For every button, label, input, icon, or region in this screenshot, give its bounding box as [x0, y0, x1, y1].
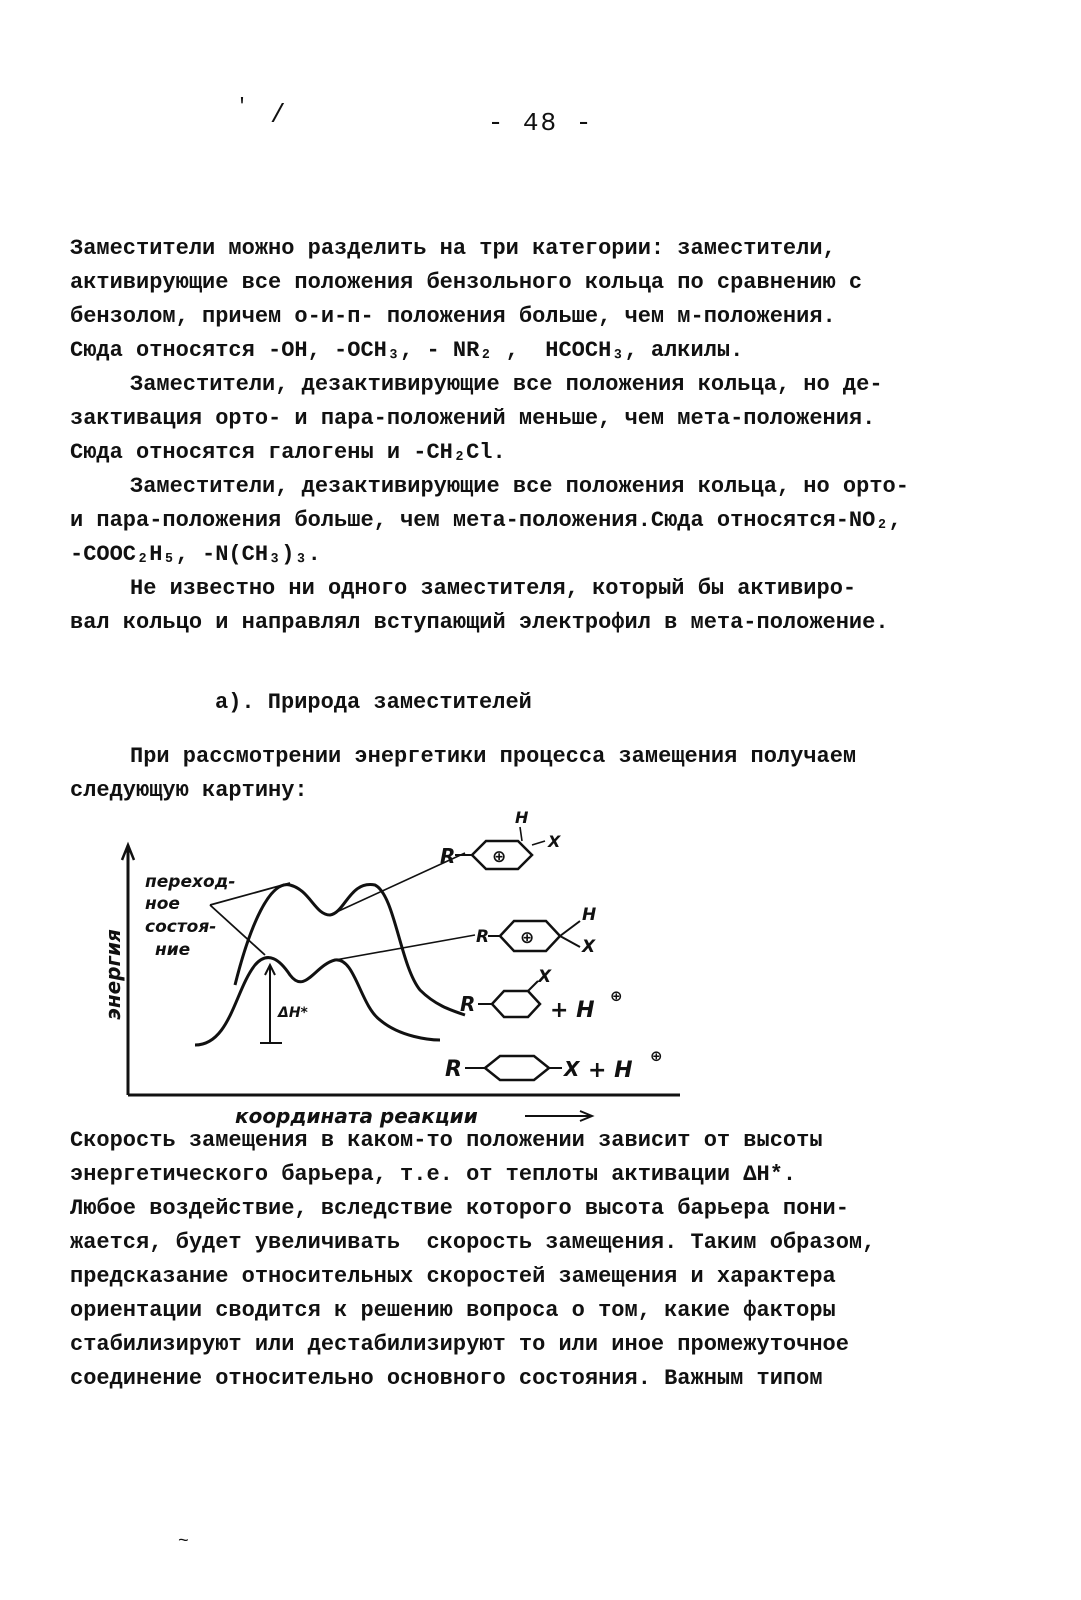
top-charge: ⊕	[492, 847, 507, 867]
text-line: зактивация орто- и пара-положений меньше, чем мета-положения.	[70, 406, 876, 431]
energy-diagram	[90, 805, 710, 1135]
text-line: Сюда относятся галогены и -CH₂Cl.	[70, 440, 506, 465]
bond-line	[560, 936, 580, 947]
mid-h: H	[582, 905, 597, 925]
y-axis-label: энергия	[101, 929, 125, 1020]
text-line: Не известно ни одного заместителя, который бы активиро-	[130, 576, 857, 601]
paragraph-1	[70, 232, 970, 368]
text-line: Сюда относятся -OH, -OCH₃, - NR₂ , HCOCH₃, алкилы.	[70, 338, 744, 363]
text-line: и пара-положения больше, чем мета-положения.Сюда относятся-NO₂,	[70, 508, 902, 533]
mid-charge: ⊕	[520, 928, 535, 948]
text-line: следующую картину:	[70, 778, 308, 803]
transition-label-4: ние	[155, 940, 191, 960]
text-line: Любое воздействие, вследствие которого высота барьера пони-	[70, 1196, 849, 1221]
lower-energy-curve	[195, 958, 440, 1045]
bond-line	[528, 981, 538, 991]
text-line: энергетического барьера, т.е. от теплоты активации ΔH*.	[70, 1162, 797, 1187]
scan-mark-bottom: ~	[178, 1532, 189, 1552]
scan-mark-slash: /	[270, 100, 286, 130]
top-r: R	[440, 844, 456, 868]
mid-x: X	[582, 937, 596, 957]
x-axis-label: координата реакции	[235, 1104, 478, 1128]
paragraph-2	[70, 368, 970, 470]
transition-label-1: переход-	[145, 872, 236, 892]
prod2-r: R	[445, 1057, 462, 1082]
delta-h-label: ΔH*	[278, 1005, 308, 1021]
top-h: H	[515, 808, 529, 827]
prod1-plus: + H	[550, 998, 595, 1023]
transition-label-3: состоя-	[145, 917, 217, 937]
prod1-charge: ⊕	[610, 987, 623, 1005]
text-line: Скорость замещения в каком-то положении зависит от высоты	[70, 1128, 823, 1153]
prod1-x: X	[538, 967, 552, 987]
text-line: ориентации сводится к решению вопроса о том, какие факторы	[70, 1298, 836, 1323]
text-line: предсказание относительных скоростей замещения и характера	[70, 1264, 836, 1289]
prod2-charge: ⊕	[650, 1047, 663, 1065]
text-line: активирующие все положения бензольного кольца по сравнению с	[70, 270, 863, 295]
text-line: вал кольцо и направлял вступающий электрофил в мета-положение.	[70, 610, 889, 635]
text-line: -COOC₂H₅, -N(CH₃)₃.	[70, 542, 321, 567]
prod2-x: X	[564, 1057, 580, 1081]
top-x: X	[548, 832, 561, 851]
transition-label-2: ное	[145, 894, 180, 914]
mid-r: R	[476, 927, 490, 947]
paragraph-3	[70, 470, 970, 572]
paragraph-4	[70, 572, 970, 640]
text-line: Заместители, дезактивирующие все положения кольца, но де-	[130, 372, 883, 397]
bond-line	[520, 827, 522, 841]
text-line: бензолом, причем о-и-п- положения больше, чем м-положения.	[70, 304, 836, 329]
text-line: соединение относительно основного состояния. Важным типом	[70, 1366, 823, 1391]
text-line: Заместители можно разделить на три категории: заместители,	[70, 236, 836, 261]
bond-line	[560, 921, 580, 936]
prod2-plus: + H	[588, 1058, 633, 1083]
text-line: Заместители, дезактивирующие все положения кольца, но орто-	[130, 474, 909, 499]
paragraph-6	[70, 1124, 970, 1396]
text-line: При рассмотрении энергетики процесса замещения получаем	[130, 744, 857, 769]
bond-line	[532, 841, 545, 845]
pointer-line	[210, 905, 265, 955]
scan-mark-dot: '	[236, 96, 249, 119]
text-line: стабилизируют или дестабилизируют то или иное промежуточное	[70, 1332, 849, 1357]
prod1-r: R	[460, 992, 476, 1016]
page-number: - 48 -	[487, 108, 594, 138]
paragraph-5	[70, 740, 970, 808]
benzene-ring-icon	[492, 991, 540, 1017]
section-heading: а). Природа заместителей	[215, 690, 532, 715]
benzene-ring-icon	[485, 1056, 549, 1080]
text-line: жается, будет увеличивать скорость замещения. Таким образом,	[70, 1230, 876, 1255]
